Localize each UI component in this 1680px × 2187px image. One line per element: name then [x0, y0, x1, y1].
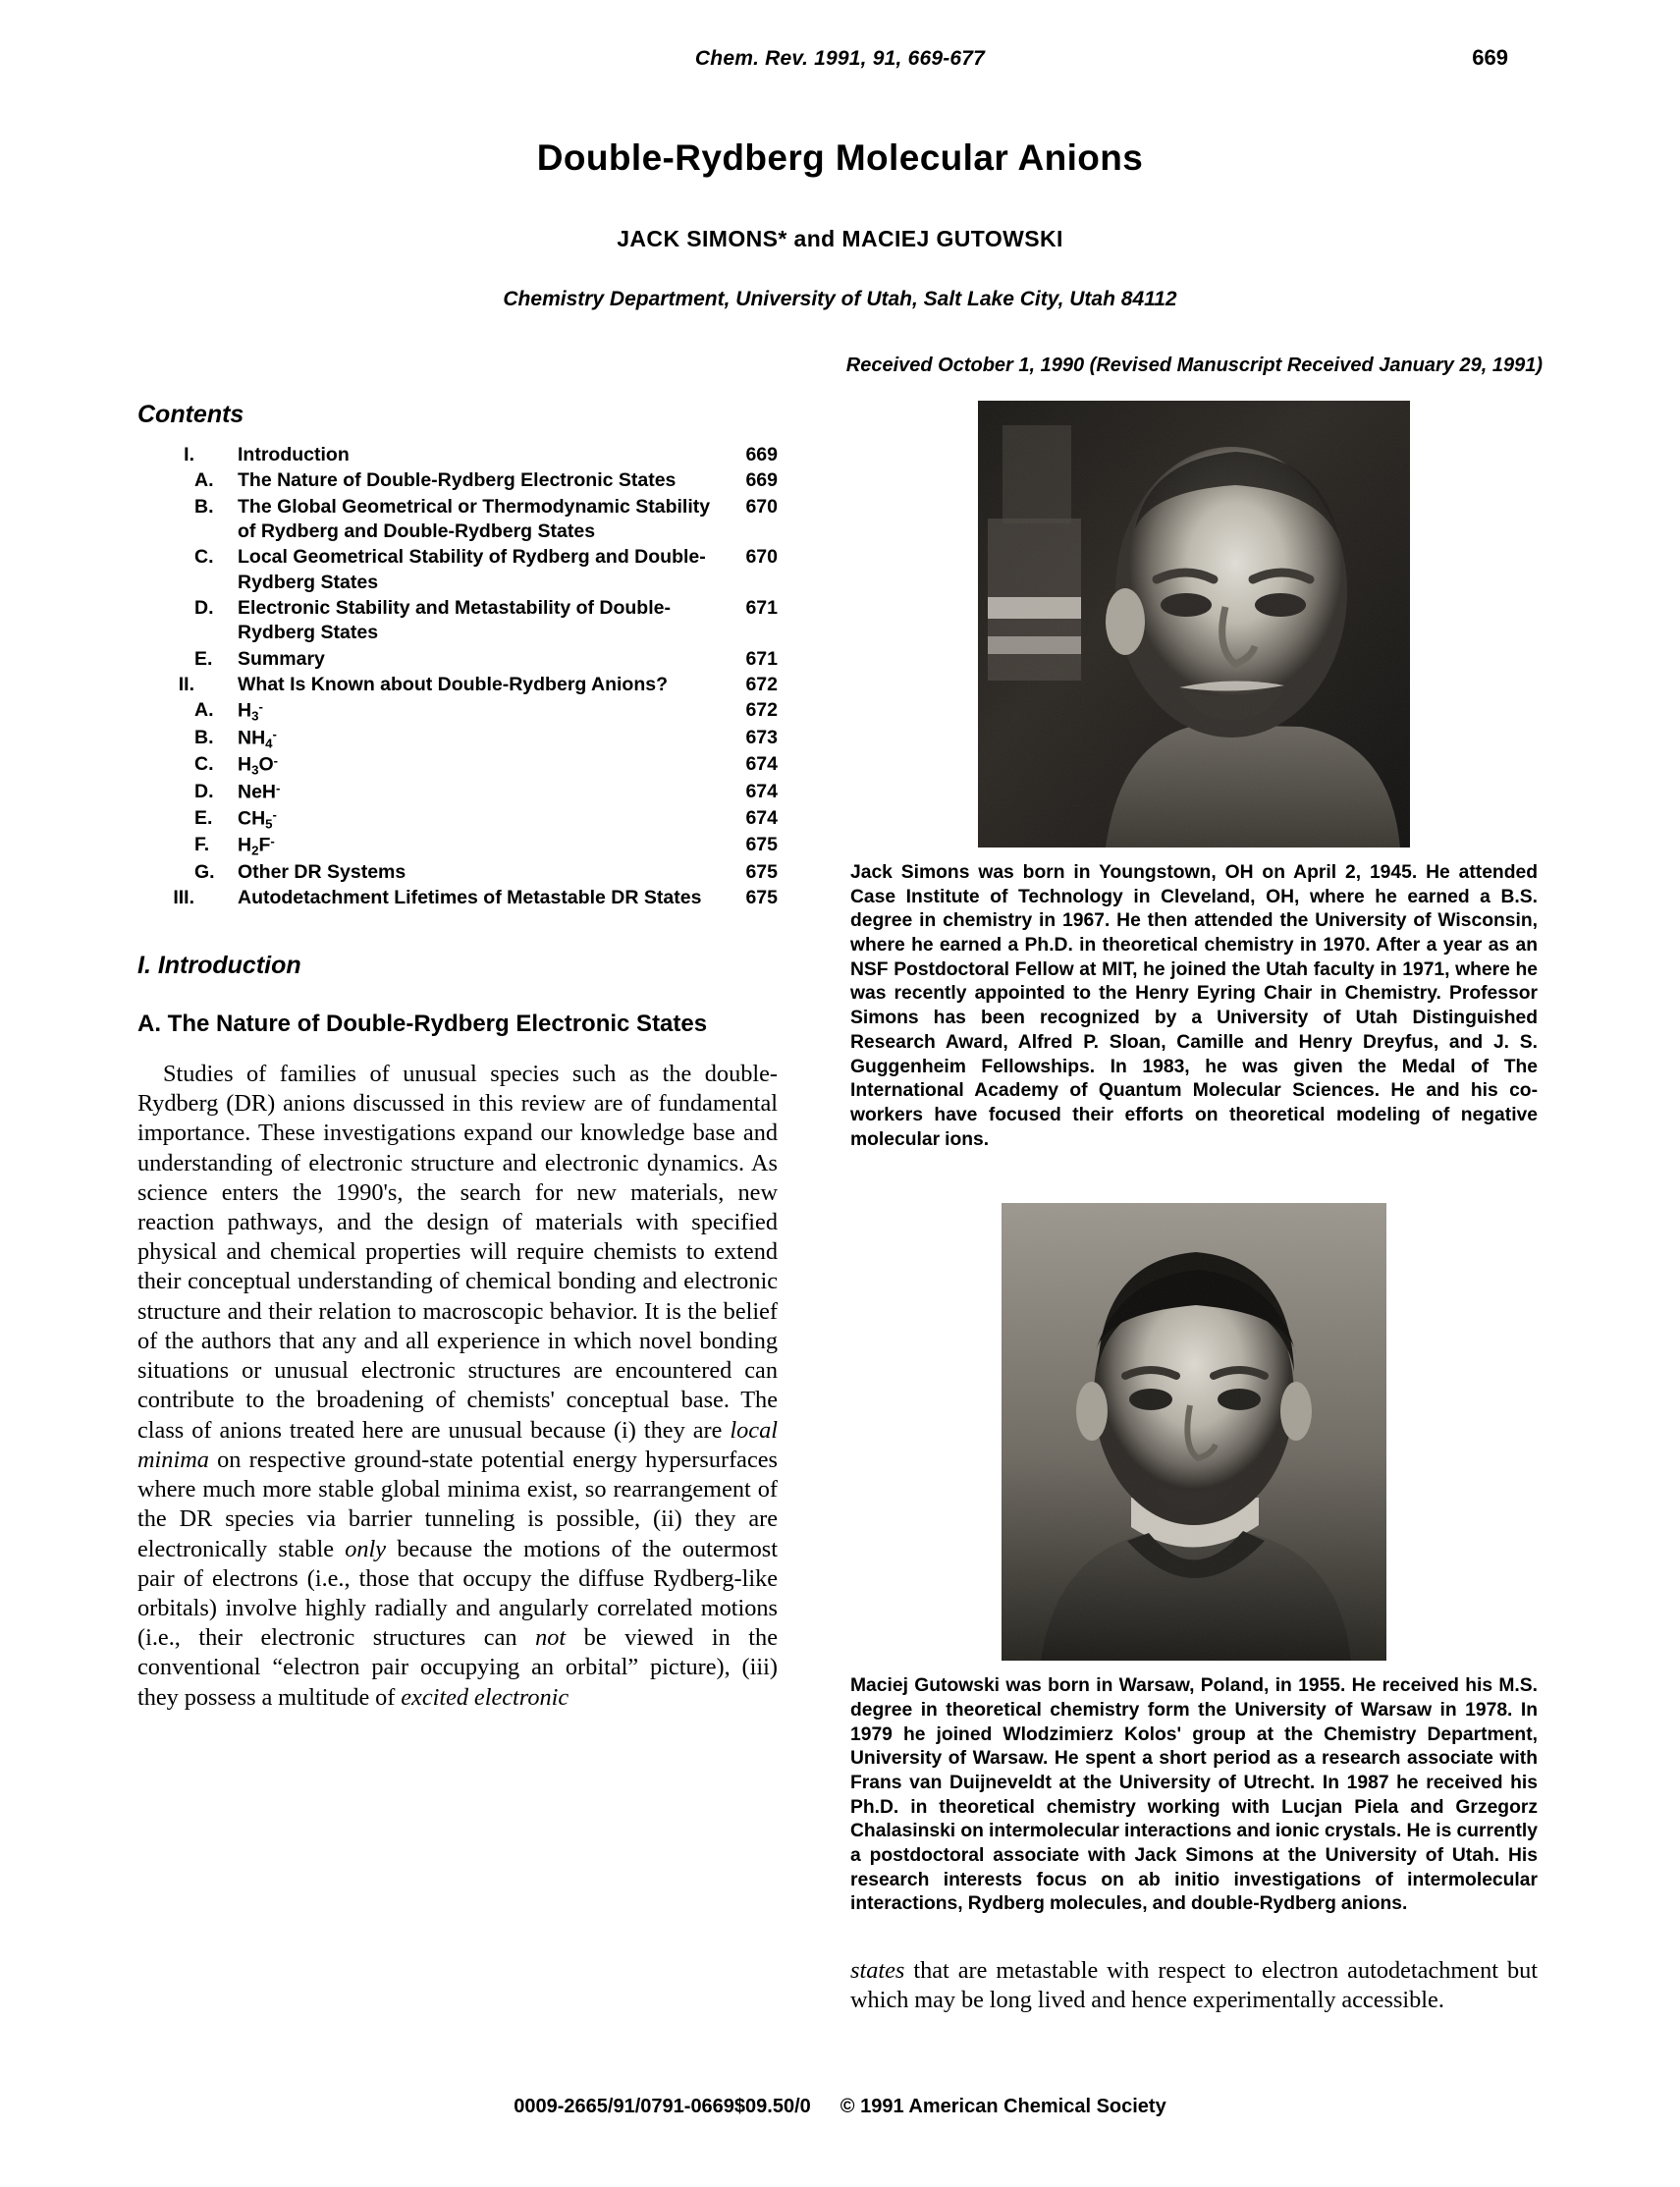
page-footer	[0, 2096, 1680, 2118]
jack-simons-bio: Jack Simons was born in Youngstown, OH on April 2, 1945. He attended Case Institute of Technology in Cleveland, OH, where he earned a B.S. degree in chemistry in 1967. He then attended the University of Wisconsin, where he earned a Ph.D. in theoretical chemistry in 1970. After a year as an NSF Postdoctoral Fellow at MIT, he joined the Utah faculty in 1971, where he was recently appointed to the Henry Eyring Chair in Chemistry. Professor Simons has been recognized by a University of Utah Distinguished Research Award, Alfred P. Sloan, Camille and Henry Dreyfus, and J. S. Guggenheim Fellowships. In 1983, he was given the Medal of The International Academy of Quantum Molecular Sciences. He and his co-workers have focused their efforts on theoretical modeling of negative molecular ions.	[850, 862, 1538, 1150]
toc-letter: E.	[194, 806, 213, 829]
maciej-gutowski-photo-wrap	[850, 1203, 1538, 1661]
toc-roman-number: II.	[178, 674, 194, 696]
toc-roman-number	[137, 833, 194, 860]
toc-roman-number	[137, 495, 194, 546]
toc-page-number: 669	[745, 444, 778, 465]
toc-letter	[194, 886, 238, 911]
toc-roman-number	[137, 806, 194, 834]
copyright-notice: © 1991 American Chemical Society	[840, 2096, 1166, 2117]
toc-letter: F.	[194, 834, 210, 856]
toc-entry[interactable]	[137, 673, 778, 698]
toc-page-number: 669	[745, 469, 778, 492]
maciej-gutowski-bio: Maciej Gutowski was born in Warsaw, Poland, in 1955. He received his M.S. degree in theoretical chemistry form the University of Warsaw in 1978. In 1979 he joined Wlodzimierz Kolos' group at the Chemistry Department, University of Warsaw. He spent a short period as a research associate with Frans van Duijneveldt at the University of Utrecht. In 1987 he received his Ph.D. in theoretical chemistry working with Lucjan Piela and Grzegorz Chalasinski on intermolecular interactions and ionic crystals. He is currently a postdoctoral associate with Jack Simons at the University of Utah. His research interests focus on ab initio investigations of intermolecular interactions, Rydberg molecules, and double-Rydberg anions.	[850, 1675, 1538, 1915]
toc-entry[interactable]	[137, 443, 778, 468]
toc-letter: A.	[194, 469, 214, 492]
title-block	[137, 137, 1543, 377]
toc-entry-label: $H_2F^-$	[238, 834, 275, 858]
toc-entry[interactable]	[137, 545, 778, 596]
toc-page-number: 673	[745, 726, 778, 748]
toc-roman-number	[137, 726, 194, 753]
issn-code: 0009-2665/91/0791-0669$09.50/0	[514, 2096, 811, 2117]
toc-entry-label: Other DR Systems	[238, 860, 406, 883]
toc-roman-number	[137, 545, 194, 596]
right-column	[850, 401, 1538, 2016]
affiliation: Chemistry Department, University of Utah, Salt Lake City, Utah 84112	[503, 288, 1177, 310]
toc-entry-label: $CH_5^-$	[238, 806, 277, 832]
table-of-contents	[137, 443, 778, 912]
toc-page-number: 670	[745, 495, 778, 518]
toc-entry-label: Electronic Stability and Metastability of Double-Rydberg States	[238, 597, 671, 644]
toc-entry[interactable]	[137, 806, 778, 834]
toc-roman-number: I.	[184, 444, 194, 465]
toc-entry-label: Local Geometrical Stability of Rydberg and Double-Rydberg States	[238, 546, 706, 593]
emphasis-text: not	[535, 1624, 567, 1652]
toc-roman-number	[137, 468, 194, 494]
toc-entry-label: $H_3O^-$	[238, 753, 279, 778]
toc-roman-number	[137, 860, 194, 886]
toc-page-number: 670	[745, 546, 778, 569]
jack-simons-photo	[978, 401, 1410, 847]
toc-entry-label: Autodetachment Lifetimes of Metastable DR States	[238, 887, 702, 909]
toc-page-number: 675	[745, 860, 778, 883]
toc-letter: G.	[194, 860, 215, 883]
toc-roman-number	[137, 698, 194, 726]
toc-entry[interactable]	[137, 833, 778, 860]
toc-letter	[194, 443, 238, 468]
contents-heading: Contents	[137, 401, 244, 428]
emphasis-text: local minima	[137, 1416, 778, 1473]
toc-page-number: 674	[745, 780, 778, 802]
toc-page-number: 672	[745, 674, 778, 696]
toc-entry[interactable]	[137, 596, 778, 647]
toc-entry-label: What Is Known about Double-Rydberg Anions?	[238, 674, 668, 696]
toc-page-number: 675	[745, 834, 778, 856]
subsection-heading-nature-of-dr-states: A. The Nature of Double-Rydberg Electronic States	[137, 1010, 708, 1037]
toc-letter: B.	[194, 726, 214, 748]
intro-paragraph-continuation: states that are metastable with respect to electron autodetachment but which may be long lived and hence experimentally accessible.	[850, 1957, 1538, 2014]
emphasis-text: states	[850, 1957, 905, 1985]
toc-letter: D.	[194, 597, 214, 620]
toc-page-number: 672	[745, 699, 778, 722]
toc-entry-label: NeH-	[238, 780, 281, 803]
toc-roman-number	[137, 647, 194, 673]
toc-roman-number	[137, 596, 194, 647]
toc-entry-label: $H_3^-$	[238, 699, 263, 724]
toc-letter: C.	[194, 546, 214, 569]
toc-entry[interactable]	[137, 726, 778, 753]
left-column	[137, 401, 778, 1713]
toc-roman-number	[137, 752, 194, 780]
journal-citation: Chem. Rev. 1991, 91, 669-677	[694, 47, 986, 70]
toc-roman-number	[137, 780, 194, 806]
toc-entry-label: The Global Geometrical or Thermodynamic Stability of Rydberg and Double-Rydberg States	[238, 495, 711, 543]
toc-entry[interactable]	[137, 495, 778, 546]
toc-entry[interactable]	[137, 860, 778, 886]
toc-entry-label: The Nature of Double-Rydberg Electronic States	[238, 469, 677, 492]
emphasis-text: only	[345, 1535, 387, 1562]
toc-letter: D.	[194, 780, 214, 802]
toc-letter: B.	[194, 495, 214, 518]
toc-page-number: 674	[745, 753, 778, 776]
toc-entry[interactable]	[137, 780, 778, 806]
emphasis-text: excited electronic	[401, 1683, 569, 1711]
toc-letter	[194, 673, 238, 698]
toc-entry[interactable]	[137, 468, 778, 494]
section-heading-introduction: I. Introduction	[137, 951, 301, 979]
page-folio: 669	[1472, 45, 1508, 70]
toc-roman-number: III.	[173, 887, 194, 909]
toc-page-number: 674	[745, 806, 778, 829]
toc-page-number: 671	[745, 647, 778, 670]
toc-entry[interactable]	[137, 698, 778, 726]
toc-entry-label: Introduction	[238, 444, 350, 465]
toc-entry-label: Summary	[238, 647, 325, 670]
toc-letter: A.	[194, 699, 214, 722]
toc-entry[interactable]	[137, 752, 778, 780]
toc-entry[interactable]	[137, 886, 778, 911]
author-list: JACK SIMONS* and MACIEJ GUTOWSKI	[617, 226, 1063, 251]
intro-paragraph: Studies of families of unusual species such as the double-Rydberg (DR) anions discussed in this review are of fundamental importance. These investigations expand our knowledge base and understanding of electronic structure and electronic dynamics. As science enters the 1990's, the search for new materials, new reaction pathways, and the design of materials with specified physical and chemical properties will require chemists to extend their conceptual understanding of chemical bonding and electronic structure and their relation to macroscopic behavior. It is the belief of the authors that any and all experience in which novel bonding situations or unusual electronic structures are encountered can contribute to the broadening of chemists' conceptual base. The class of anions treated here are unusual because (i) they are local minima on respective ground-state potential energy hypersurfaces where much more stable global minima exist, so rearrangement of the DR species via barrier tunneling is possible, (ii) they are electronically stable only because the motions of the outermost pair of electrons (i.e., those that occupy the diffuse Rydberg-like orbitals) involve highly radially and angularly correlated motions (i.e., their electronic structures can not be viewed in the conventional “electron pair occupying an orbital” picture), (iii) they possess a multitude of excited electronic	[137, 1060, 779, 1711]
received-date: Received October 1, 1990 (Revised Manuscript Received January 29, 1991)	[845, 355, 1543, 376]
maciej-gutowski-photo	[1002, 1203, 1386, 1661]
toc-entry[interactable]	[137, 647, 778, 673]
toc-letter: E.	[194, 647, 213, 670]
toc-entry-label: $NH_4^-$	[238, 726, 277, 751]
toc-page-number: 671	[745, 597, 778, 620]
page-title: Double-Rydberg Molecular Anions	[536, 137, 1144, 178]
toc-letter: C.	[194, 753, 214, 776]
jack-simons-photo-wrap	[850, 401, 1538, 847]
running-head	[0, 47, 1680, 81]
toc-page-number: 675	[745, 887, 778, 909]
